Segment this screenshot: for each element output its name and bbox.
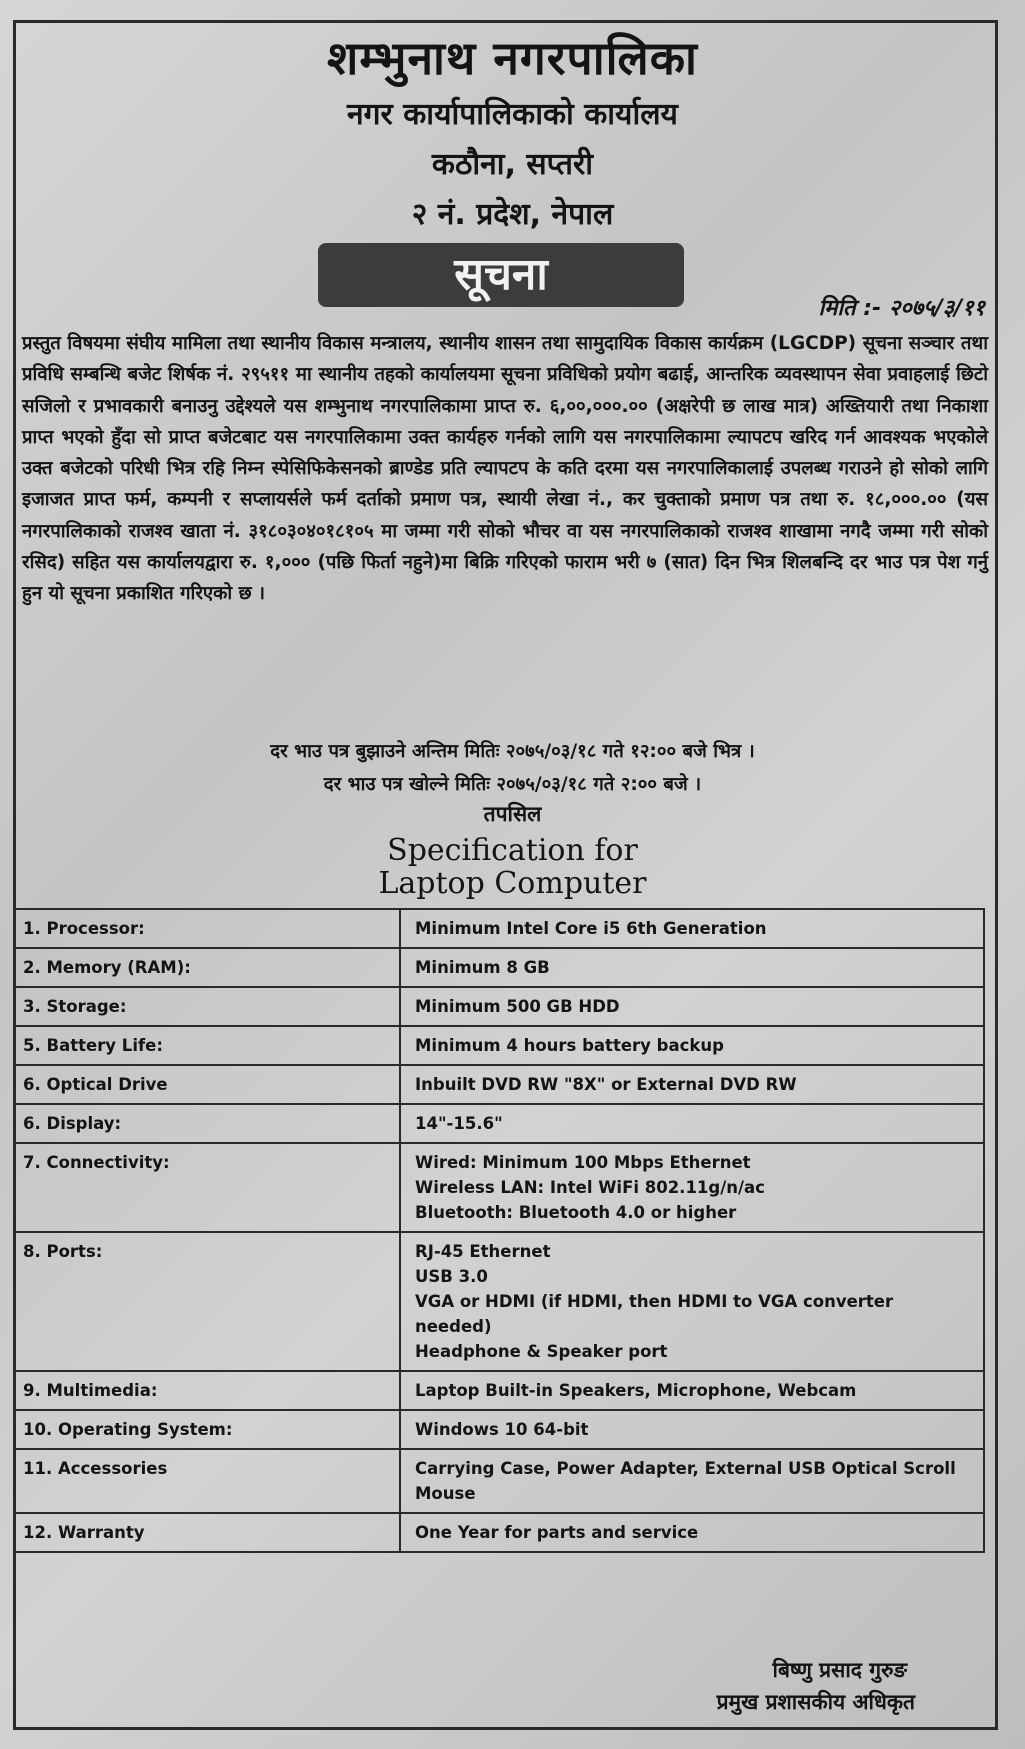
table-row bbox=[14, 1513, 984, 1552]
spec-value bbox=[400, 1065, 984, 1104]
spec-key: 12. Warranty bbox=[14, 1513, 400, 1552]
province-line: २ नं. प्रदेश, नेपाल bbox=[411, 197, 614, 232]
spec-value-line: Minimum Intel Core i5 6th Generation bbox=[415, 919, 767, 938]
spec-value bbox=[400, 1513, 984, 1552]
signatory-designation: प्रमुख प्रशासकीय अधिकृत bbox=[716, 1690, 915, 1714]
notice-date: मिति :- २०७५/३/११ bbox=[818, 296, 985, 321]
spec-value-line: Minimum 8 GB bbox=[415, 958, 550, 977]
opening-date: दर भाउ पत्र खोल्ने मितिः २०७५/०३/१८ गते २:०० बजे । bbox=[323, 774, 702, 795]
spec-key: 6. Display: bbox=[14, 1104, 400, 1143]
spec-value bbox=[400, 987, 984, 1026]
spec-value-line: RJ-45 Ethernet bbox=[415, 1242, 551, 1261]
signatory-name: बिष्णु प्रसाद गुरुङ bbox=[772, 1658, 907, 1682]
spec-value bbox=[400, 1371, 984, 1410]
spec-value bbox=[400, 948, 984, 987]
municipality-title: शम्भुनाथ नगरपालिका bbox=[327, 31, 698, 85]
spec-key: 9. Multimedia: bbox=[14, 1371, 400, 1410]
spec-value bbox=[400, 1026, 984, 1065]
table-row bbox=[14, 948, 984, 987]
notice-body: प्रस्तुत विषयमा संघीय मामिला तथा स्थानीय विकास मन्त्रालय, स्थानीय शासन तथा सामुदायिक विकास कार्यक्रम (LGCDP) सूचना सञ्चार तथा प्रविधि सम्बन्धि बजेट शिर्षक नं. २९५११ मा स्थानीय तहको कार्यालयमा सूचना प्रविधिको प्रयोग बढाई, आन्तरिक व्यवस्थापन सेवा प्रवाहलाई छिटो सजिलो र प्रभावकारी बनाउनु उद्देश्यले यस शम्भुनाथ नगरपालिकामा प्राप्त रु. ६,००,०००.०० (अक्षरेपी छ लाख मात्र) अख्तियारी तथा निकाशा प्राप्त भएको हुँदा सो प्राप्त बजेटबाट यस नगरपालिकामा उक्त कार्यहरु गर्नको लागि यस नगरपालिकामा ल्यापटप खरिद गर्न आवश्यक भएकोले उक्त बजेटको परिधी भित्र रहि निम्न स्पेसिफिकेसनको ब्राण्डेड प्रति ल्यापटप के कति दरमा यस नगरपालिकालाई उपलब्ध गराउने हो सोको लागि इजाजत प्राप्त फर्म, कम्पनी र सप्लायर्सले फर्म दर्ताको प्रमाण पत्र, स्थायी लेखा नं., कर चुक्ताको प्रमाण पत्र तथा रु. १८,०००.०० (यस नगरपालिकाको राजश्व खाता नं. ३१८०३०४०१८१०५ मा जम्मा गरी सोको भौचर वा यस नगरपालिकाको राजश्व शाखामा नगदै जम्मा गरी सोको रसिद) सहित यस कार्यालयद्वारा रु. १,००० (पछि फिर्ता नहुने)मा बिक्रि गरिएको फाराम भरी ७ (सात) दिन भित्र शिलबन्दि दर भाउ पत्र पेश गर्नु हुन यो सूचना प्रकाशित गरिएको छ । bbox=[22, 333, 988, 605]
spec-value-line: Carrying Case, Power Adapter, External USB Optical Scroll Mouse bbox=[415, 1459, 956, 1503]
spec-value-line: Headphone & Speaker port bbox=[415, 1342, 668, 1361]
submission-deadline: दर भाउ पत्र बुझाउने अन्तिम मितिः २०७५/०३/१८ गते १२:०० बजे भित्र । bbox=[270, 741, 755, 762]
specification-table bbox=[13, 908, 985, 1553]
spec-key: 7. Connectivity: bbox=[14, 1143, 400, 1232]
spec-value-line: Minimum 4 hours battery backup bbox=[415, 1036, 724, 1055]
spec-value-line: Wireless LAN: Intel WiFi 802.11g/n/ac bbox=[415, 1178, 765, 1197]
table-row bbox=[14, 1143, 984, 1232]
office-address: कठौना, सप्तरी bbox=[431, 147, 594, 182]
table-row bbox=[14, 1026, 984, 1065]
office-name: नगर कार्यापालिकाको कार्यालय bbox=[347, 97, 678, 132]
spec-value-line: VGA or HDMI (if HDMI, then HDMI to VGA converter needed) bbox=[415, 1292, 894, 1336]
spec-value-line: Bluetooth: Bluetooth 4.0 or higher bbox=[415, 1203, 737, 1222]
spec-key: 2. Memory (RAM): bbox=[14, 948, 400, 987]
spec-key: 5. Battery Life: bbox=[14, 1026, 400, 1065]
spec-value bbox=[400, 909, 984, 948]
spec-key: 6. Optical Drive bbox=[14, 1065, 400, 1104]
table-row bbox=[14, 1065, 984, 1104]
table-row bbox=[14, 1232, 984, 1371]
spec-key: 11. Accessories bbox=[14, 1449, 400, 1513]
spec-value-line: Inbuilt DVD RW "8X" or External DVD RW bbox=[415, 1075, 797, 1094]
spec-title-line1: Specification for bbox=[387, 833, 638, 868]
spec-value bbox=[400, 1104, 984, 1143]
spec-key: 10. Operating System: bbox=[14, 1410, 400, 1449]
spec-key: 3. Storage: bbox=[14, 987, 400, 1026]
table-row bbox=[14, 987, 984, 1026]
table-row bbox=[14, 1104, 984, 1143]
schedule-heading: तपसिल bbox=[483, 802, 542, 826]
spec-key: 1. Processor: bbox=[14, 909, 400, 948]
spec-value-line: One Year for parts and service bbox=[415, 1523, 699, 1542]
spec-value bbox=[400, 1449, 984, 1513]
table-row bbox=[14, 909, 984, 948]
spec-key: 8. Ports: bbox=[14, 1232, 400, 1371]
table-row bbox=[14, 1371, 984, 1410]
spec-value-line: Wired: Minimum 100 Mbps Ethernet bbox=[415, 1153, 751, 1172]
spec-value-line: Laptop Built-in Speakers, Microphone, Webcam bbox=[415, 1381, 857, 1400]
spec-value bbox=[400, 1232, 984, 1371]
notice-banner: सूचना bbox=[318, 243, 684, 307]
spec-value-line: 14"-15.6" bbox=[415, 1114, 503, 1133]
spec-value-line: Minimum 500 GB HDD bbox=[415, 997, 620, 1016]
spec-value-line: USB 3.0 bbox=[415, 1267, 488, 1286]
spec-title-line2: Laptop Computer bbox=[378, 866, 647, 901]
spec-value-line: Windows 10 64-bit bbox=[415, 1420, 589, 1439]
table-row bbox=[14, 1449, 984, 1513]
table-row bbox=[14, 1410, 984, 1449]
spec-value bbox=[400, 1410, 984, 1449]
spec-value bbox=[400, 1143, 984, 1232]
